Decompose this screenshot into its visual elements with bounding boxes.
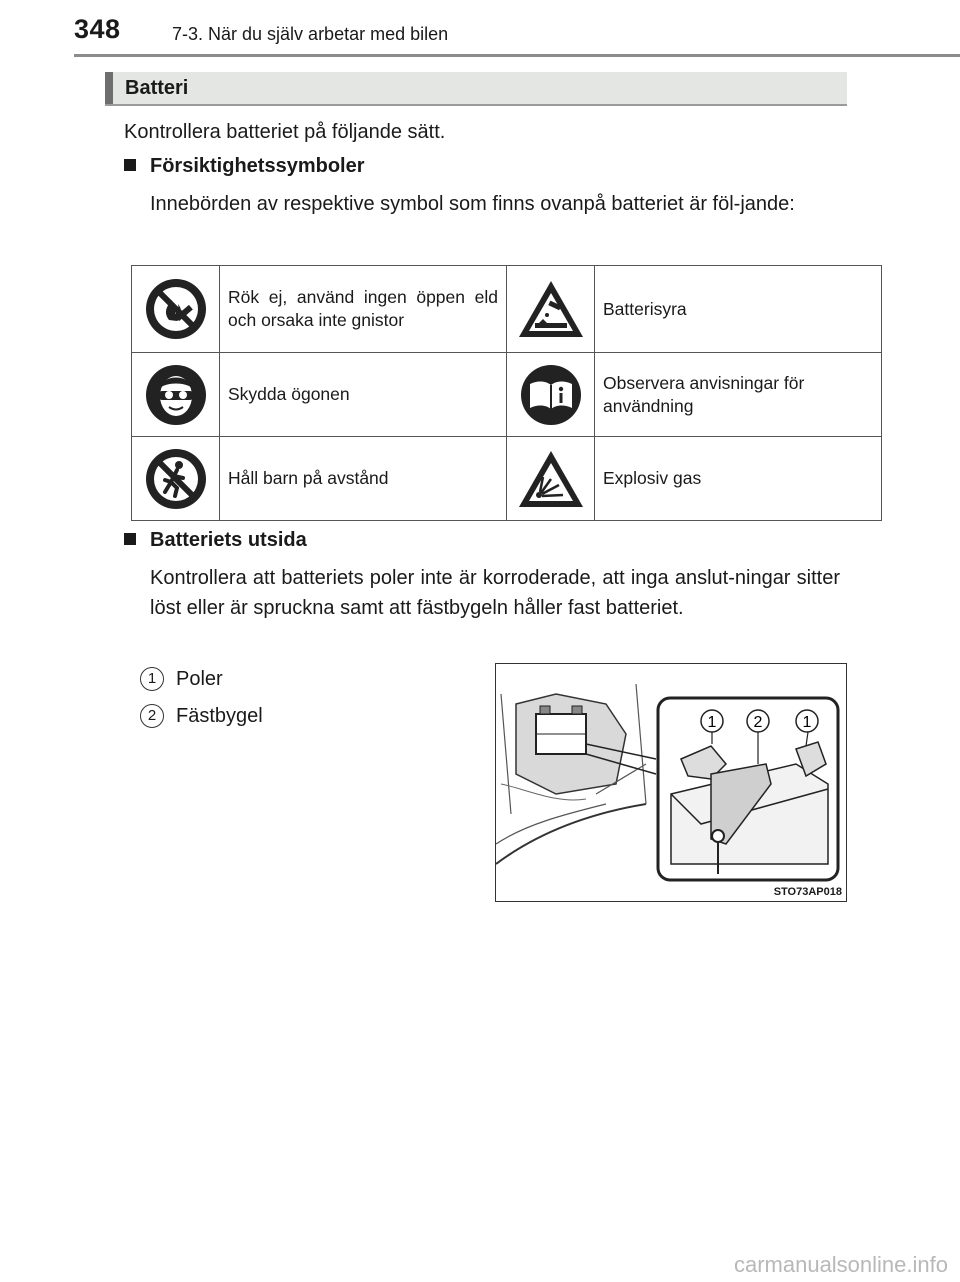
symbol-label: Batterisyra — [595, 266, 882, 353]
symbols-heading-text: Försiktighetssymboler — [150, 155, 365, 177]
page-number: 348 — [74, 14, 121, 44]
table-row — [132, 266, 882, 353]
svg-text:1: 1 — [707, 714, 717, 731]
symbol-label: Observera anvisningar för användning — [595, 353, 882, 437]
chapter-title: 7-3. När du själv arbetar med bilen — [172, 24, 449, 44]
svg-text:1: 1 — [802, 714, 812, 731]
symbol-label: Håll barn på avstånd — [220, 437, 507, 521]
symbol-icon-cell — [507, 353, 595, 437]
legend-label-poles: Poler — [176, 668, 223, 690]
symbol-icon-cell — [132, 266, 220, 353]
header-rule — [74, 54, 960, 57]
explosive-gas-icon — [517, 449, 585, 509]
intro-text: Kontrollera batteriet på följande sätt. — [124, 121, 446, 143]
callout-1-left — [701, 710, 723, 732]
figure-code: STO73AP018 — [773, 886, 842, 898]
bullet-square — [124, 533, 136, 545]
symbol-label: Skydda ögonen — [220, 353, 507, 437]
battery-figure — [495, 663, 847, 902]
legend-number-1: 1 — [140, 667, 164, 691]
eye-protection-icon — [145, 364, 207, 426]
symbol-label: Explosiv gas — [595, 437, 882, 521]
battery-illustration — [496, 664, 845, 900]
battery-acid-icon — [517, 279, 585, 339]
legend-number-2: 2 — [140, 704, 164, 728]
read-manual-icon — [520, 364, 582, 426]
table-row — [132, 353, 882, 437]
table-row — [132, 437, 882, 521]
exterior-heading-text: Batteriets utsida — [150, 529, 307, 551]
bullet-square — [124, 159, 136, 171]
no-smoking-icon — [145, 278, 207, 340]
section-title: Batteri — [125, 77, 189, 99]
watermark: carmanualsonline.info — [733, 1252, 948, 1277]
symbol-icon-cell — [507, 437, 595, 521]
symbols-description: Innebörden av respektive symbol som finns ovanpå batteriet är föl-jande: — [150, 193, 795, 215]
exterior-description: Kontrollera att batteriets poler inte är korroderade, att inga anslut-ningar sitter löst eller är spruckna samt att fästbygeln håller fast batteriet. — [150, 567, 840, 619]
legend-label-bracket: Fästbygel — [176, 705, 263, 727]
symbol-label: Rök ej, använd ingen öppen eld och orsaka inte gnistor — [220, 266, 507, 353]
symbol-icon-cell — [132, 437, 220, 521]
svg-text:2: 2 — [753, 714, 763, 731]
symbol-icon-cell — [132, 353, 220, 437]
callout-2 — [747, 710, 769, 732]
symbol-table — [131, 265, 882, 521]
exterior-heading — [124, 529, 307, 552]
symbols-heading — [124, 155, 365, 178]
section-heading-bar — [105, 72, 113, 104]
keep-children-away-icon — [145, 448, 207, 510]
symbol-icon-cell — [507, 266, 595, 353]
section-heading — [105, 72, 847, 106]
callout-1-right — [796, 710, 818, 732]
